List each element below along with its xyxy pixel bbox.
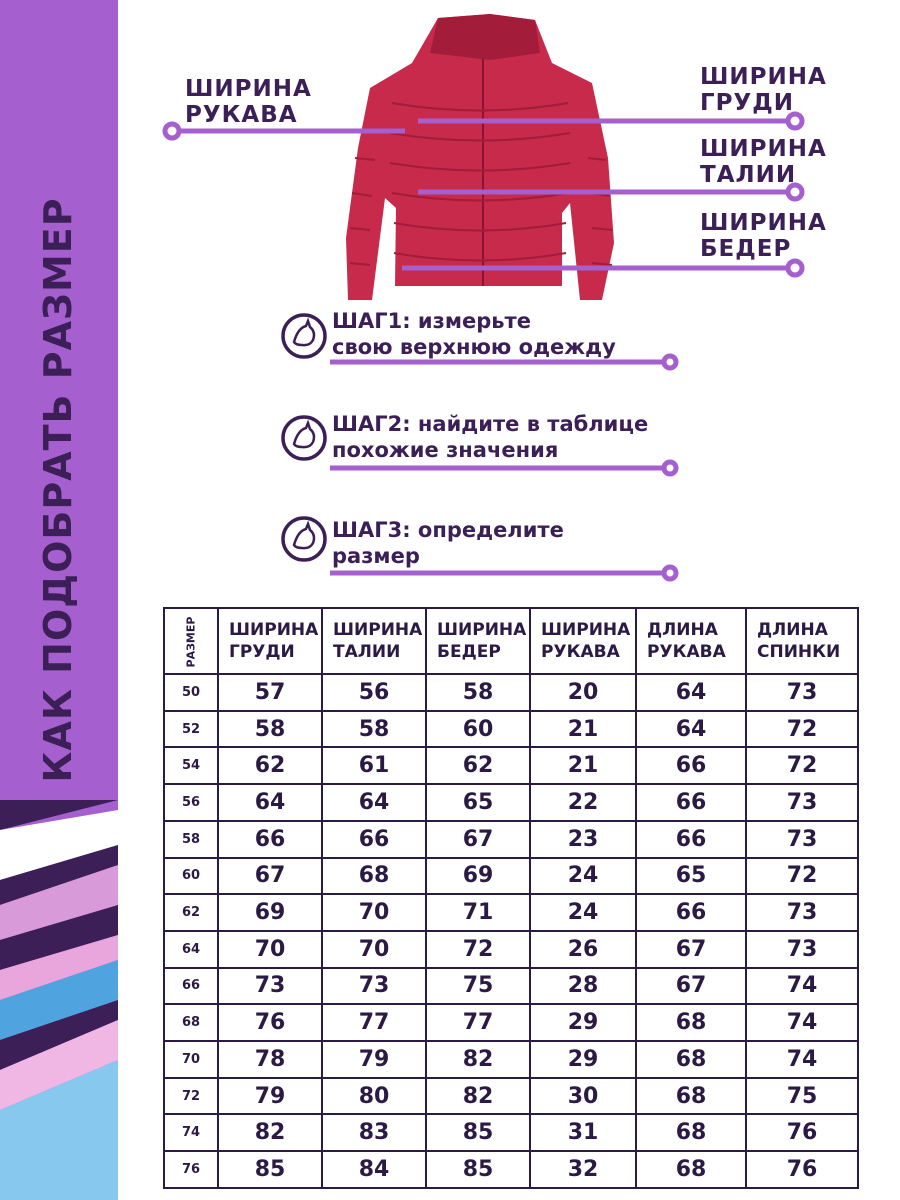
- column-header-sleeve-length: ДЛИНА РУКАВА: [636, 608, 746, 674]
- measurement-cell: 64: [636, 674, 746, 711]
- measurement-cell: 85: [426, 1151, 530, 1188]
- size-cell: 50: [164, 674, 218, 711]
- measurement-cell: 82: [218, 1114, 322, 1151]
- measurement-cell: 73: [746, 674, 858, 711]
- size-table: [163, 607, 859, 1189]
- measurement-cell: 83: [322, 1114, 426, 1151]
- measurement-cell: 21: [530, 711, 636, 748]
- size-cell: 54: [164, 747, 218, 784]
- column-header-waist-width: ШИРИНА ТАЛИИ: [322, 608, 426, 674]
- table-row: [164, 931, 858, 968]
- measurement-cell: 82: [426, 1041, 530, 1078]
- measurement-cell: 64: [218, 784, 322, 821]
- measurement-cell: 56: [322, 674, 426, 711]
- measurement-cell: 74: [746, 1041, 858, 1078]
- size-cell: 52: [164, 711, 218, 748]
- measurement-cell: 72: [746, 711, 858, 748]
- measurement-cell: 58: [218, 711, 322, 748]
- measurement-cell: 75: [746, 1078, 858, 1115]
- measurement-cell: 64: [636, 711, 746, 748]
- size-cell: 68: [164, 1004, 218, 1041]
- table-row: [164, 747, 858, 784]
- size-cell: 66: [164, 968, 218, 1005]
- fox-icon: [280, 515, 328, 563]
- measurement-cell: 32: [530, 1151, 636, 1188]
- measurement-cell: 20: [530, 674, 636, 711]
- measurement-cell: 68: [636, 1151, 746, 1188]
- measurement-cell: 21: [530, 747, 636, 784]
- measurement-cell: 73: [746, 784, 858, 821]
- measurement-cell: 67: [636, 931, 746, 968]
- table-row: [164, 1078, 858, 1115]
- measurement-cell: 79: [218, 1078, 322, 1115]
- measurement-cell: 71: [426, 894, 530, 931]
- step-1: ШАГ1: измерьте свою верхнюю одежду: [332, 309, 616, 359]
- column-header-sleeve-width: ШИРИНА РУКАВА: [530, 608, 636, 674]
- measurement-cell: 26: [530, 931, 636, 968]
- size-cell: 58: [164, 821, 218, 858]
- table-row: [164, 1114, 858, 1151]
- size-cell: 76: [164, 1151, 218, 1188]
- label-sleeve-width: ШИРИНА РУКАВА: [185, 76, 312, 128]
- measurement-cell: 29: [530, 1004, 636, 1041]
- measurement-cell: 85: [218, 1151, 322, 1188]
- measurement-cell: 24: [530, 858, 636, 895]
- measurement-cell: 80: [322, 1078, 426, 1115]
- measurement-cell: 66: [322, 821, 426, 858]
- table-body: [164, 674, 858, 1188]
- measurement-cell: 29: [530, 1041, 636, 1078]
- table-row: [164, 1004, 858, 1041]
- size-cell: 62: [164, 894, 218, 931]
- size-cell: 60: [164, 858, 218, 895]
- measurement-cell: 75: [426, 968, 530, 1005]
- table-row: [164, 711, 858, 748]
- table-row: [164, 821, 858, 858]
- measurement-cell: 74: [746, 1004, 858, 1041]
- measurement-cell: 66: [636, 747, 746, 784]
- measurement-cell: 57: [218, 674, 322, 711]
- table-row: [164, 784, 858, 821]
- measurement-cell: 74: [746, 968, 858, 1005]
- measurement-cell: 79: [322, 1041, 426, 1078]
- table-row: [164, 968, 858, 1005]
- measurement-cell: 65: [426, 784, 530, 821]
- size-cell: 74: [164, 1114, 218, 1151]
- measurement-cell: 24: [530, 894, 636, 931]
- measurement-cell: 61: [322, 747, 426, 784]
- measurement-cell: 62: [426, 747, 530, 784]
- table-row: [164, 1151, 858, 1188]
- size-cell: 72: [164, 1078, 218, 1115]
- measurement-cell: 77: [322, 1004, 426, 1041]
- measurement-cell: 23: [530, 821, 636, 858]
- measurement-cell: 72: [746, 747, 858, 784]
- measurement-cell: 72: [746, 858, 858, 895]
- size-cell: 56: [164, 784, 218, 821]
- measurement-cell: 85: [426, 1114, 530, 1151]
- measurement-cell: 68: [636, 1078, 746, 1115]
- measurement-cell: 64: [322, 784, 426, 821]
- measurement-cell: 28: [530, 968, 636, 1005]
- measurement-cell: 22: [530, 784, 636, 821]
- measurement-cell: 70: [322, 894, 426, 931]
- measurement-cell: 78: [218, 1041, 322, 1078]
- step-3: ШАГ3: определите размер: [332, 518, 564, 568]
- column-header-hips-width: ШИРИНА БЕДЕР: [426, 608, 530, 674]
- measurement-cell: 70: [322, 931, 426, 968]
- column-header-chest-width: ШИРИНА ГРУДИ: [218, 608, 322, 674]
- measurement-cell: 72: [426, 931, 530, 968]
- measurement-cell: 84: [322, 1151, 426, 1188]
- measurement-cell: 68: [636, 1041, 746, 1078]
- table-header-row: [164, 608, 858, 674]
- step-2: ШАГ2: найдите в таблице похожие значения: [332, 412, 649, 462]
- measurement-cell: 69: [218, 894, 322, 931]
- measurement-cell: 65: [636, 858, 746, 895]
- column-header-size: РАЗМЕР: [164, 608, 218, 674]
- measurement-cell: 58: [426, 674, 530, 711]
- measurement-cell: 73: [746, 931, 858, 968]
- label-waist-width: ШИРИНА ТАЛИИ: [700, 136, 827, 188]
- measurement-cell: 68: [636, 1004, 746, 1041]
- table-row: [164, 674, 858, 711]
- measurement-cell: 82: [426, 1078, 530, 1115]
- measurement-cell: 68: [636, 1114, 746, 1151]
- measurement-cell: 66: [636, 821, 746, 858]
- table-row: [164, 1041, 858, 1078]
- measurement-cell: 77: [426, 1004, 530, 1041]
- measurement-cell: 62: [218, 747, 322, 784]
- measurement-cell: 66: [636, 784, 746, 821]
- measurement-cell: 68: [322, 858, 426, 895]
- measurement-cell: 66: [636, 894, 746, 931]
- measurement-cell: 67: [636, 968, 746, 1005]
- measurement-cell: 66: [218, 821, 322, 858]
- measurement-cell: 67: [218, 858, 322, 895]
- measurement-cell: 69: [426, 858, 530, 895]
- column-header-back-length: ДЛИНА СПИНКИ: [746, 608, 858, 674]
- table-row: [164, 894, 858, 931]
- measurement-cell: 73: [322, 968, 426, 1005]
- table-row: [164, 858, 858, 895]
- measurement-cell: 73: [218, 968, 322, 1005]
- measurement-cell: 70: [218, 931, 322, 968]
- size-cell: 70: [164, 1041, 218, 1078]
- measurement-cell: 76: [218, 1004, 322, 1041]
- size-cell: 64: [164, 931, 218, 968]
- measurement-cell: 76: [746, 1151, 858, 1188]
- fox-icon: [280, 414, 328, 462]
- label-chest-width: ШИРИНА ГРУДИ: [700, 64, 827, 116]
- measurement-cell: 73: [746, 894, 858, 931]
- measurement-cell: 30: [530, 1078, 636, 1115]
- measurement-cell: 73: [746, 821, 858, 858]
- measurement-cell: 58: [322, 711, 426, 748]
- measurement-cell: 76: [746, 1114, 858, 1151]
- measurement-cell: 67: [426, 821, 530, 858]
- fox-icon: [280, 312, 328, 360]
- measurement-cell: 31: [530, 1114, 636, 1151]
- page-title: КАК ПОДОБРАТЬ РАЗМЕР: [36, 197, 80, 783]
- measurement-cell: 60: [426, 711, 530, 748]
- label-hips-width: ШИРИНА БЕДЕР: [700, 210, 827, 262]
